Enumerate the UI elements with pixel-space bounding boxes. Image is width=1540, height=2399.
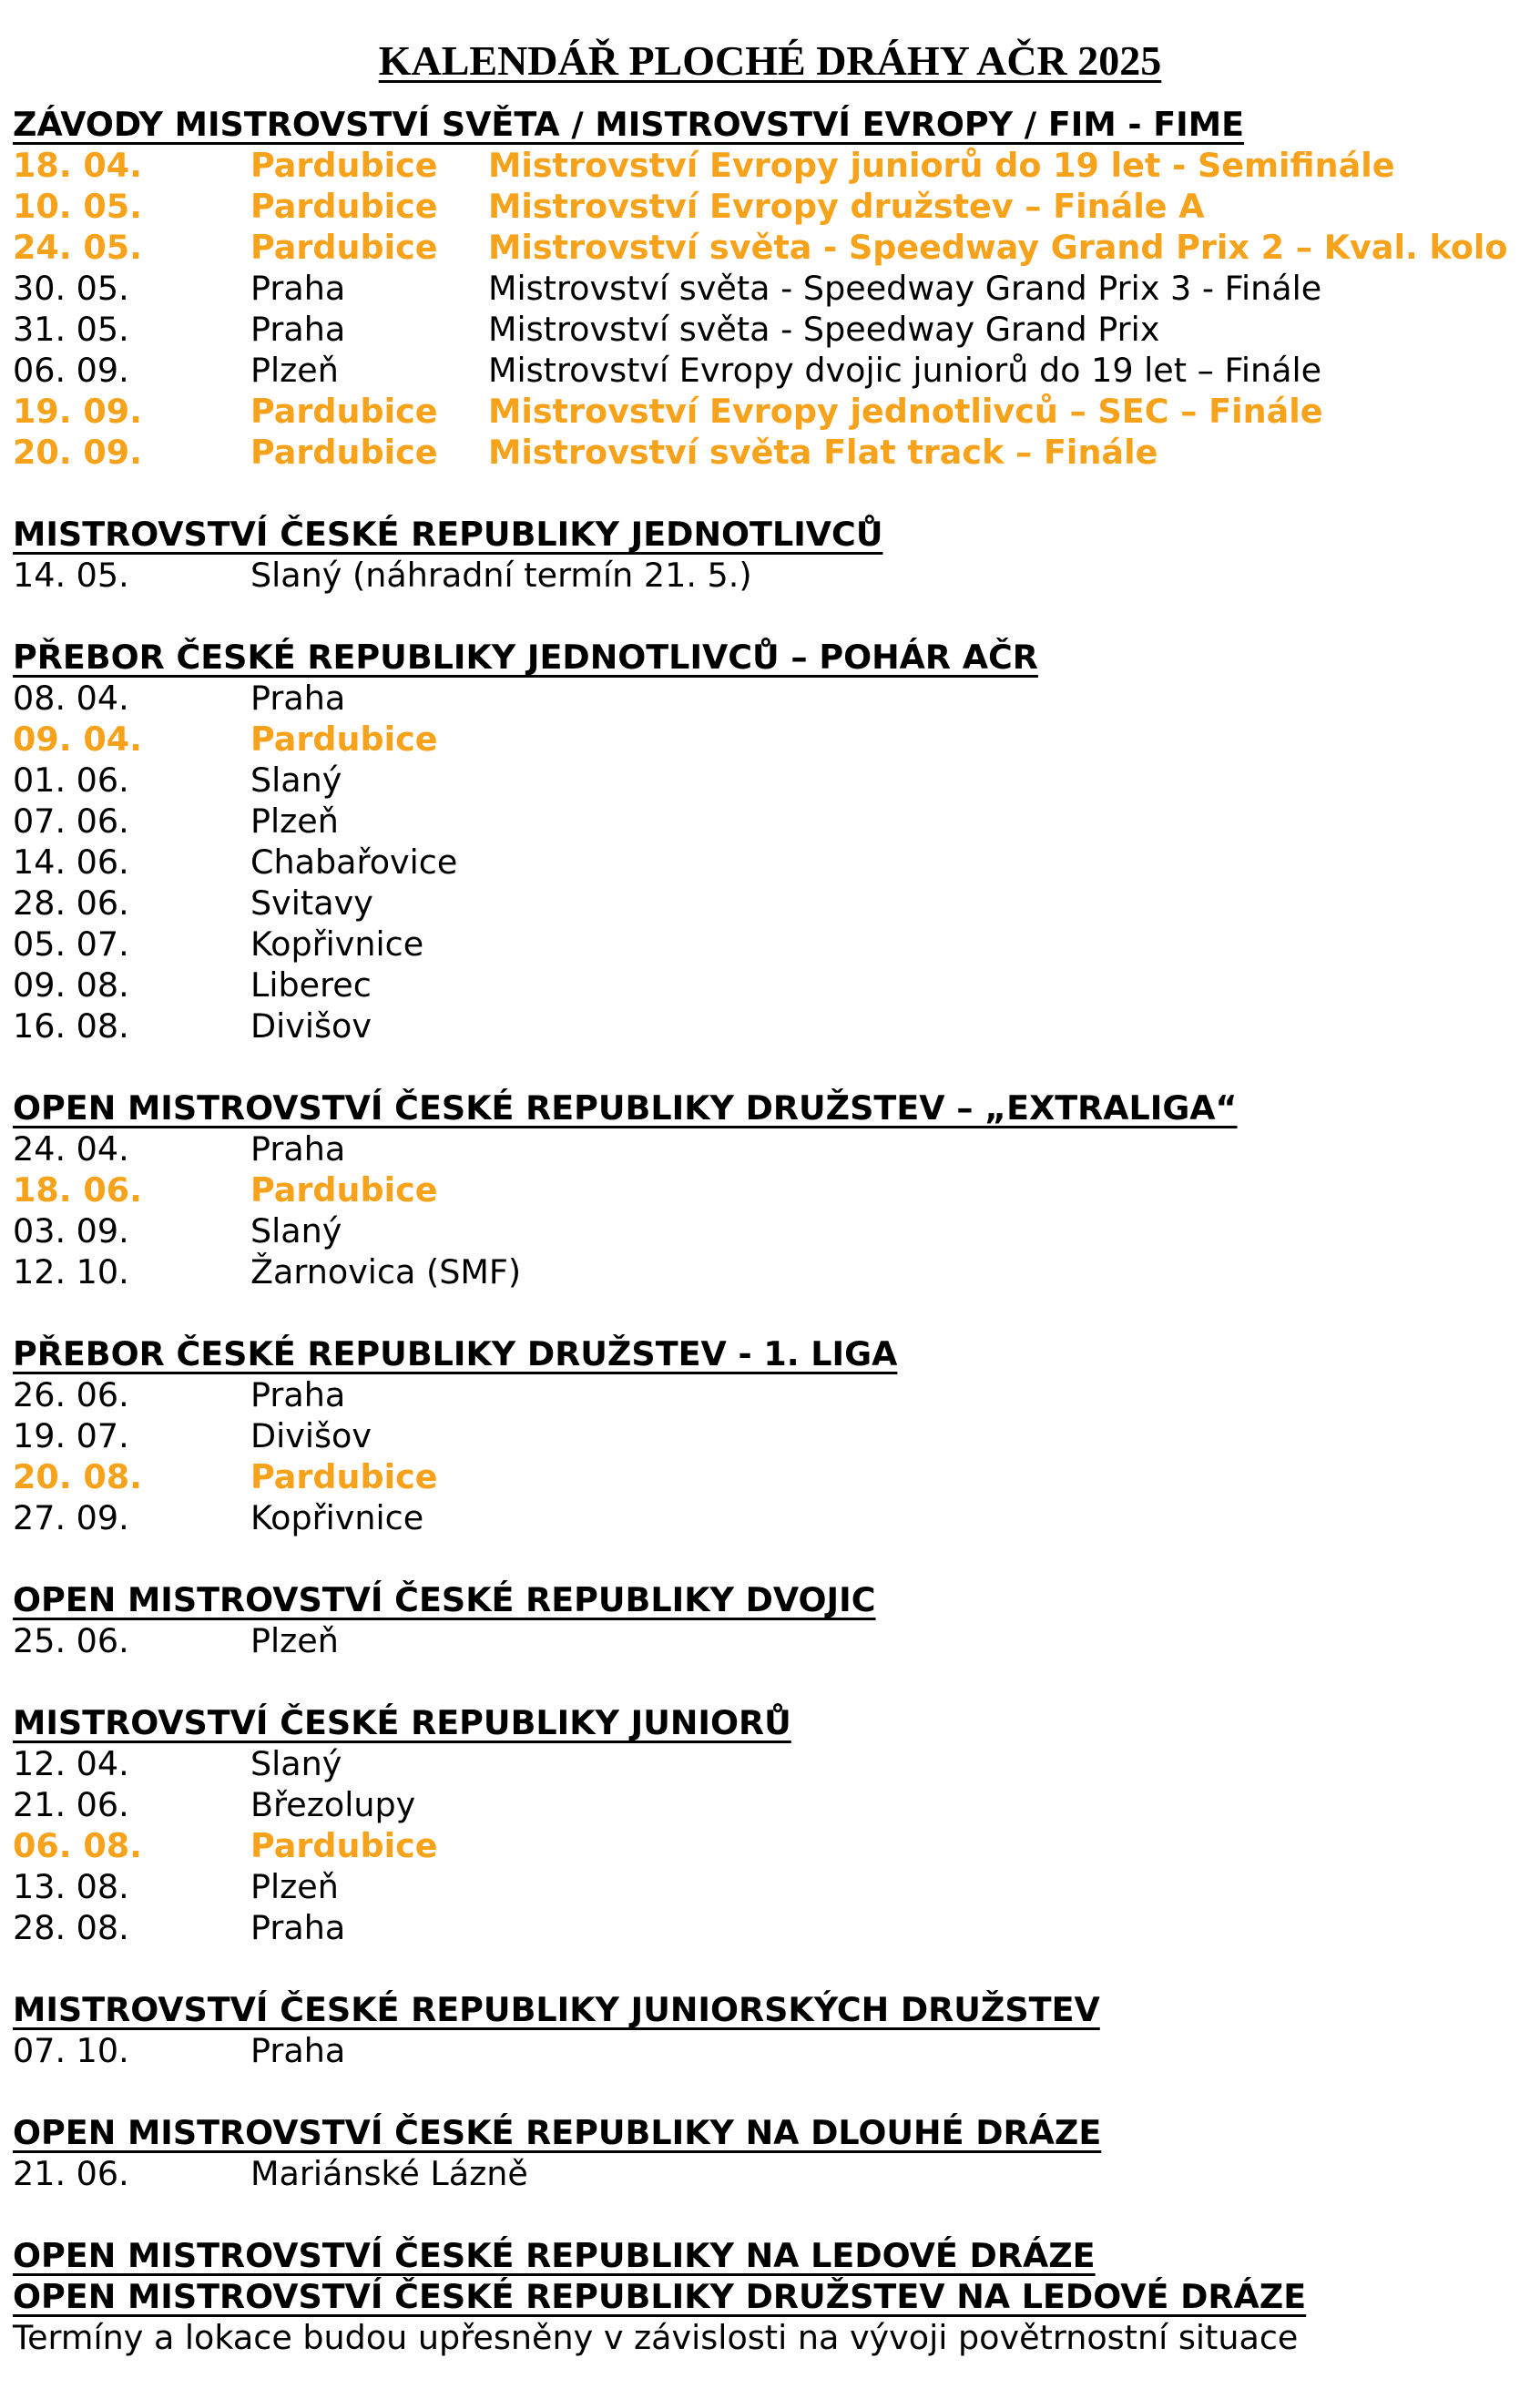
event-row (13, 1907, 1534, 1948)
event-date: 09. 04. (13, 720, 143, 759)
event-date: 30. 05. (13, 269, 129, 308)
section-heading: OPEN MISTROVSTVÍ ČESKÉ REPUBLIKY DRUŽSTEV – „EXTRALIGA“ (13, 1088, 1238, 1128)
event-date: 12. 10. (13, 1252, 129, 1291)
section-heading: PŘEBOR ČESKÉ REPUBLIKY DRUŽSTEV - 1. LIGA (13, 1334, 898, 1373)
calendar-section (13, 2112, 1534, 2194)
section-heading: MISTROVSTVÍ ČESKÉ REPUBLIKY JEDNOTLIVCŮ (13, 515, 883, 554)
event-event: Mistrovství Evropy juniorů do 19 let - Semifinále (488, 146, 1395, 185)
event-venue: Žarnovica (SMF) (250, 1252, 522, 1291)
event-venue: Pardubice (250, 720, 438, 759)
event-event: Mistrovství světa - Speedway Grand Prix 2 – Kval. kolo (488, 228, 1508, 267)
event-date: 18. 04. (13, 146, 143, 185)
section-note: Termíny a lokace budou upřesněny v závislosti na vývoji povětrnostní situace (13, 2318, 1299, 2357)
event-row (13, 432, 1534, 473)
event-date: 27. 09. (13, 1498, 129, 1537)
event-date: 03. 09. (13, 1211, 129, 1251)
event-row (13, 801, 1534, 842)
event-row (13, 268, 1534, 309)
event-event: Mistrovství světa Flat track – Finále (488, 433, 1158, 472)
event-venue: Praha (250, 2031, 346, 2070)
event-venue: Pardubice (250, 392, 438, 431)
event-venue: Pardubice (250, 433, 438, 472)
event-venue: Pardubice (250, 187, 438, 226)
event-venue: Svitavy (250, 883, 373, 923)
event-venue: Praha (250, 1375, 346, 1414)
event-venue: Plzeň (250, 1867, 339, 1906)
event-date: 28. 06. (13, 883, 129, 923)
event-venue: Plzeň (250, 1621, 339, 1660)
page-title-text: KALENDÁŘ PLOCHÉ DRÁHY AČR 2025 (378, 36, 1162, 84)
event-row (13, 1866, 1534, 1907)
event-venue: Kopřivnice (250, 924, 424, 964)
event-row (13, 145, 1534, 186)
event-row (13, 227, 1534, 268)
event-venue: Praha (250, 679, 346, 718)
calendar-section (13, 1702, 1534, 1948)
event-date: 08. 04. (13, 679, 129, 718)
event-date: 07. 06. (13, 801, 129, 841)
event-venue: Praha (250, 269, 346, 308)
event-venue: Slaný (250, 761, 342, 800)
calendar-section (13, 1579, 1534, 1661)
event-row (13, 309, 1534, 350)
event-venue: Březolupy (250, 1785, 416, 1824)
calendar-section (13, 2235, 1534, 2358)
event-venue: Mariánské Lázně (250, 2154, 528, 2193)
event-date: 20. 08. (13, 1457, 143, 1496)
page-title (0, 36, 1540, 87)
section-heading: PŘEBOR ČESKÉ REPUBLIKY JEDNOTLIVCŮ – POHÁR AČR (13, 638, 1038, 677)
event-date: 18. 06. (13, 1170, 143, 1210)
event-row (13, 760, 1534, 801)
event-row (13, 2153, 1534, 2194)
event-row (13, 1743, 1534, 1784)
event-row (13, 883, 1534, 924)
event-venue: Pardubice (250, 1457, 438, 1496)
event-event: Mistrovství Evropy jednotlivců – SEC – Finále (488, 392, 1323, 431)
section-heading: OPEN MISTROVSTVÍ ČESKÉ REPUBLIKY DVOJIC (13, 1580, 876, 1619)
event-row (13, 1251, 1534, 1292)
section-heading: OPEN MISTROVSTVÍ ČESKÉ REPUBLIKY NA LEDOVÉ DRÁZE (13, 2236, 1096, 2275)
event-row (13, 1825, 1534, 1866)
event-date: 19. 07. (13, 1416, 129, 1455)
event-date: 19. 09. (13, 392, 143, 431)
event-date: 10. 05. (13, 187, 143, 226)
event-date: 07. 10. (13, 2031, 129, 2070)
event-venue: Pardubice (250, 1826, 438, 1865)
event-venue: Divišov (250, 1416, 372, 1455)
event-venue: Pardubice (250, 228, 438, 267)
event-venue: Chabařovice (250, 842, 458, 882)
calendar-section (13, 104, 1534, 473)
calendar-content (13, 104, 1534, 2399)
event-row (13, 186, 1534, 227)
event-event: Mistrovství Evropy dvojic juniorů do 19 let – Finále (488, 351, 1322, 390)
event-date: 09. 08. (13, 965, 129, 1005)
event-date: 21. 06. (13, 1785, 129, 1824)
event-date: 24. 04. (13, 1129, 129, 1169)
event-date: 16. 08. (13, 1006, 129, 1046)
event-event: Mistrovství světa - Speedway Grand Prix 3 - Finále (488, 269, 1322, 308)
event-row (13, 1784, 1534, 1825)
event-row (13, 965, 1534, 1006)
event-date: 26. 06. (13, 1375, 129, 1414)
section-heading: OPEN MISTROVSTVÍ ČESKÉ REPUBLIKY NA DLOUHÉ DRÁZE (13, 2113, 1102, 2152)
calendar-section (13, 637, 1534, 1046)
event-row (13, 1415, 1534, 1456)
event-venue: Plzeň (250, 801, 339, 841)
event-venue: Kopřivnice (250, 1498, 424, 1537)
event-date: 14. 05. (13, 556, 129, 595)
event-venue: Pardubice (250, 146, 438, 185)
section-heading: MISTROVSTVÍ ČESKÉ REPUBLIKY JUNIORSKÝCH DRUŽSTEV (13, 1990, 1100, 2029)
event-venue: Praha (250, 310, 346, 349)
event-date: 28. 08. (13, 1908, 129, 1947)
event-row (13, 1374, 1534, 1415)
event-date: 31. 05. (13, 310, 129, 349)
event-row (13, 350, 1534, 391)
event-venue: Praha (250, 1129, 346, 1169)
event-venue: Slaný (250, 1744, 342, 1783)
event-venue: Plzeň (250, 351, 339, 390)
event-venue: Slaný (náhradní termín 21. 5.) (250, 556, 752, 595)
event-row (13, 1456, 1534, 1497)
event-row (13, 1497, 1534, 1538)
event-row (13, 678, 1534, 719)
event-row (13, 1620, 1534, 1661)
event-date: 13. 08. (13, 1867, 129, 1906)
event-date: 12. 04. (13, 1744, 129, 1783)
event-date: 14. 06. (13, 842, 129, 882)
calendar-section (13, 1087, 1534, 1292)
calendar-section (13, 1989, 1534, 2071)
event-row (13, 719, 1534, 760)
section-heading: ZÁVODY MISTROVSTVÍ SVĚTA / MISTROVSTVÍ EVROPY / FIM - FIME (13, 105, 1245, 144)
event-date: 01. 06. (13, 761, 129, 800)
event-date: 25. 06. (13, 1621, 129, 1660)
event-date: 24. 05. (13, 228, 143, 267)
event-row (13, 391, 1534, 432)
event-event: Mistrovství světa - Speedway Grand Prix (488, 310, 1160, 349)
event-venue: Praha (250, 1908, 346, 1947)
calendar-section (13, 514, 1534, 596)
event-row (13, 842, 1534, 883)
event-venue: Slaný (250, 1211, 342, 1251)
event-date: 06. 09. (13, 351, 129, 390)
event-date: 21. 06. (13, 2154, 129, 2193)
event-row (13, 1006, 1534, 1046)
event-row (13, 924, 1534, 965)
event-row (13, 1210, 1534, 1251)
event-event: Mistrovství Evropy družstev – Finále A (488, 187, 1205, 226)
event-row (13, 555, 1534, 596)
event-row (13, 2030, 1534, 2071)
event-date: 05. 07. (13, 924, 129, 964)
event-venue: Liberec (250, 965, 372, 1005)
event-row (13, 1169, 1534, 1210)
section-heading: MISTROVSTVÍ ČESKÉ REPUBLIKY JUNIORŮ (13, 1703, 791, 1742)
section-heading: OPEN MISTROVSTVÍ ČESKÉ REPUBLIKY DRUŽSTEV NA LEDOVÉ DRÁZE (13, 2277, 1307, 2316)
calendar-section (13, 1333, 1534, 1538)
event-date: 20. 09. (13, 433, 143, 472)
event-date: 06. 08. (13, 1826, 143, 1865)
event-venue: Divišov (250, 1006, 372, 1046)
event-venue: Pardubice (250, 1170, 438, 1210)
event-row (13, 1128, 1534, 1169)
